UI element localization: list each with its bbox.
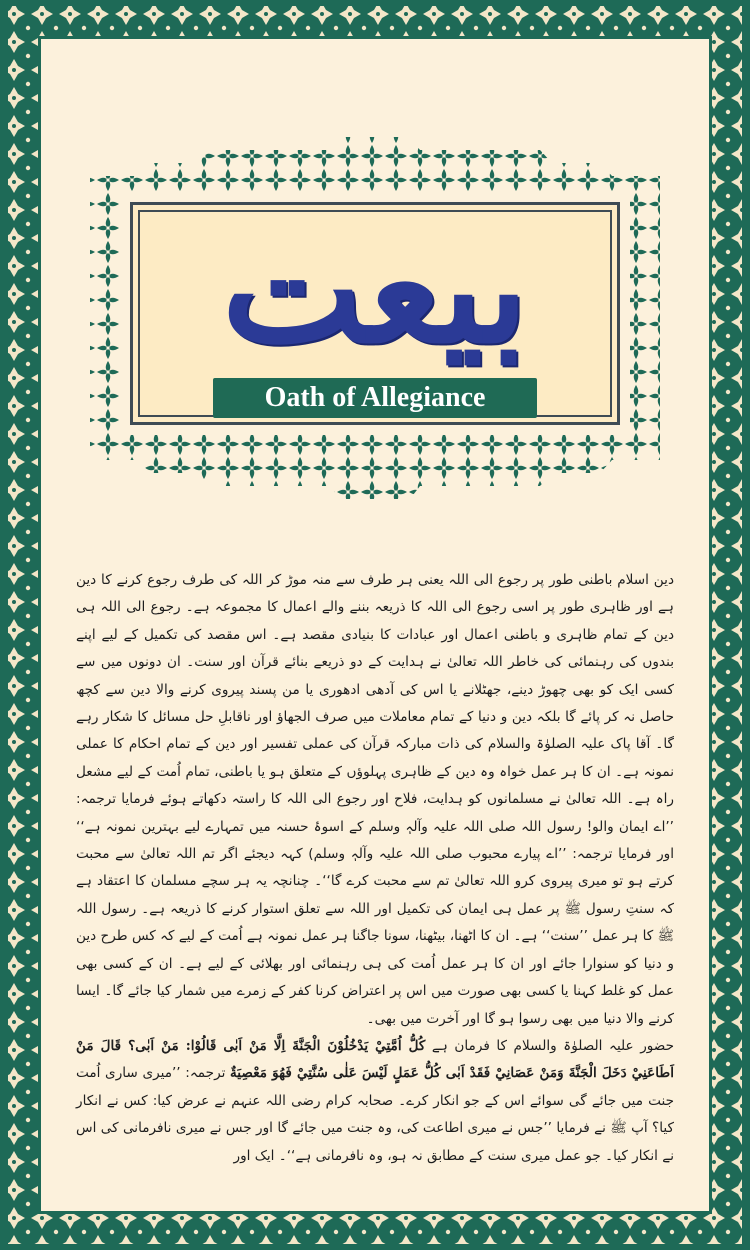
hadith-translation: ترجمہ: ’’میری ساری اُمت جنت میں جائے گی سوائے اس کے جو انکار کرے۔ صحابہ کرام رضی اللہ عنہم نے عرض کیا: کس نے انکار کیا؟ آپ ﷺ نے فرمایا ’’جس نے میری اطاعت کی، وہ جنت میں جائے گا اور جس نے میری نافرمانی کی اس نے انکار کیا۔ جو عمل میری سنت کے مطابق نہ ہو، وہ نافرمانی ہے‘‘۔ ایک اور bbox=[76, 1065, 674, 1164]
paragraph-2 bbox=[76, 1033, 674, 1170]
urdu-title: بیعت bbox=[221, 201, 529, 377]
paragraph-1: دین اسلام باطنی طور پر رجوع الی اللہ یعنی ہر طرف سے منہ موڑ کر اللہ کی طرف رجوع کرنے کا دین ہے اور ظاہری طور پر اسی رجوع الی اللہ کا ذریعہ بننے والے اعمال کا مجموعہ ہے۔ رجوع الی اللہ ہی دین کے تمام ظاہری و باطنی اعمال اور عبادات کا بنیادی مقصد ہے۔ اس مقصد کی تکمیل کے لیے اپنے بندوں کی رہنمائی کی خاطر اللہ تعالیٰ نے ہدایت کے دو ذریعے بنائے قرآن اور سنت۔ ان دونوں میں سے کسی ایک کو بھی چھوڑ دینے، جھٹلانے یا اس کی آدھی ادھوری یا من پسند پیروی کرنے والا دین سے کچھ حاصل نہ کر پائے گا بلکہ دین و دنیا کے تمام معاملات میں صرف الجھاؤ اور ناقابلِ حل مسائل کا شکار رہے گا۔ آقا پاک علیہ الصلوٰۃ والسلام کی ذات مبارکہ قرآن کی عملی تفسیر اور دین کے تمام احکام کا عملی نمونہ ہے۔ ان کا ہر عمل خواہ وہ دین کے ظاہری پہلوؤں کے متعلق ہو یا باطنی، تمام اُمت کے لیے مشعل راہ ہے۔ اللہ تعالیٰ نے مسلمانوں کو ہدایت، فلاح اور رجوع الی اللہ کا راستہ دکھاتے ہوئے فرمایا ترجمہ: ’’اے ایمان والو! رسول اللہ صلی اللہ علیہ وآلہٖ وسلم کے اسوۂ حسنہ میں تمہارے لیے بہترین نمونہ ہے‘‘ اور فرمایا ترجمہ: ’’اے پیارے محبوب صلی اللہ علیہ وآلہٖ وسلم) کہہ دیجئے اگر تم اللہ تعالیٰ سے محبت کرتے ہو تو میری پیروی کرو اللہ تعالیٰ تم سے محبت کرے گا‘‘۔ چنانچہ یہ ہر سچے مسلمان کا اعتقاد ہے کہ سنتِ رسول ﷺ پر عمل ہی ایمان کی تکمیل اور اللہ سے تعلق استوار کرنے کا ذریعہ ہے۔ رسول اللہ ﷺ کا ہر عمل ’’سنت‘‘ ہے۔ ان کا اٹھنا، بیٹھنا، سونا جاگنا ہر عمل نمونہ ہے اُمت کے لیے کہ کس طرح دین و دنیا کو سنوارا جائے اور ان کا ہر عمل اُمت کی ہی رہنمائی اور بھلائی کے لیے ہے۔ ان کے کسی بھی عمل کو غلط کہنا یا کسی بھی صورت میں اس پر اعتراض کرنا کفر کے زمرے میں شمار کیا جائے گا۔ ایسا کرنے والا دنیا میں بھی رسوا ہو گا اور آخرت میں بھی۔ bbox=[76, 572, 674, 1027]
body-text bbox=[76, 567, 674, 1170]
hadith-intro: حضور علیہ الصلوٰۃ والسلام کا فرمان ہے bbox=[431, 1037, 674, 1054]
english-title-ribbon: Oath of Allegiance bbox=[213, 378, 537, 418]
hadith-arabic: كُلُّ اُمَّتِيْ يَدْخُلُوْنَ الْجَنَّةَ اِلَّا مَنْ اَبٰى قَالُوْا: مَنْ اَبٰى؟ قَالَ مَنْ اَطَاعَنِيْ دَخَلَ الْجَنَّةَ وَمَنْ عَصَانِيْ فَقَدْ اَبٰى كُلُّ عَمَلٍ لَيْسَ عَلٰى سُنَّتِيْ فَهُوَ مَعْصِيَةٌ bbox=[76, 1037, 674, 1082]
